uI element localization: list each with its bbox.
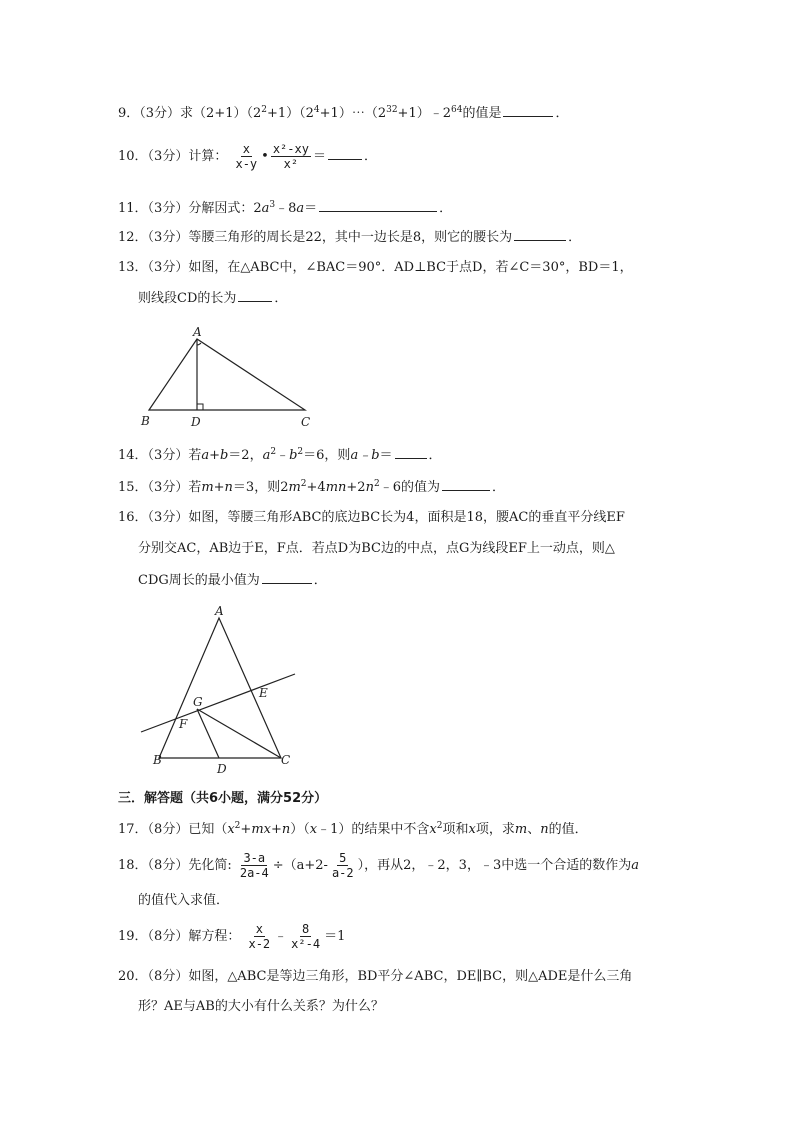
q19-text: 19．（8分）解方程： bbox=[118, 929, 241, 944]
question-19 bbox=[118, 922, 345, 951]
q19-minus: ﹣ bbox=[274, 929, 288, 944]
q16-answer-blank[interactable] bbox=[262, 571, 312, 584]
q10-f1-numerator: x bbox=[242, 142, 250, 156]
q14-answer-blank[interactable] bbox=[395, 446, 427, 459]
q17-var-x3: x bbox=[429, 822, 437, 837]
q12-text: 12．（3分）等腰三角形的周长是22，其中一边长是8，则它的腰长为 bbox=[118, 230, 513, 245]
q15-text-a: 15．（3分）若 bbox=[118, 480, 202, 495]
segment-gd bbox=[197, 709, 219, 758]
q19-f2-numerator: 8 bbox=[302, 922, 310, 936]
q17-text-d: 项，求 bbox=[475, 822, 515, 837]
q17-var-x2: x bbox=[309, 822, 318, 837]
q16-triangle-figure bbox=[135, 602, 305, 777]
label-g: G bbox=[193, 695, 203, 709]
q14-text-a: 14．（3分）若 bbox=[118, 448, 202, 463]
label-b: B bbox=[141, 414, 150, 428]
q11-equals: ＝ bbox=[304, 201, 318, 216]
q18-f1-denominator: 2a-4 bbox=[239, 866, 269, 880]
q17-sep: 、 bbox=[527, 822, 541, 837]
q11-answer-blank[interactable] bbox=[319, 199, 437, 212]
q15-var-4: n bbox=[365, 480, 374, 495]
q14-text-b: ＝2， bbox=[228, 448, 263, 463]
q10-f1-denominator: x-y bbox=[235, 157, 258, 171]
q19-end: ＝1 bbox=[324, 929, 346, 944]
q9-answer-blank[interactable] bbox=[503, 104, 553, 117]
q9-exp-1: 2 bbox=[261, 105, 267, 115]
label-d: D bbox=[191, 415, 201, 429]
q17-paren: ）（ bbox=[290, 822, 310, 837]
q13-line-2 bbox=[138, 289, 287, 308]
label-a: A bbox=[215, 604, 224, 618]
q15-text-d: +2 bbox=[346, 480, 366, 495]
q16-line-2 bbox=[138, 540, 615, 558]
q17-text-a: 17．（8分）已知（ bbox=[118, 822, 228, 837]
q16-end: ． bbox=[313, 573, 327, 588]
q17-var-x4: x bbox=[468, 822, 476, 837]
q10-dot: • bbox=[261, 149, 269, 164]
q15-end: ． bbox=[491, 480, 505, 495]
q11-text: 11．（3分）分解因式：2 bbox=[118, 201, 262, 216]
q13-text-2: 则线段CD的长为 bbox=[138, 291, 237, 306]
q9-end: ． bbox=[555, 106, 569, 121]
q13-end: ． bbox=[274, 291, 288, 306]
q9-text-e: 的值是 bbox=[462, 106, 502, 121]
q17-var-m: m bbox=[514, 822, 528, 837]
q15-text-b: ＝3，则2 bbox=[232, 480, 289, 495]
q17-exp-1: 2 bbox=[234, 821, 241, 831]
q17-var-n: n bbox=[281, 822, 291, 837]
label-b: B bbox=[153, 753, 162, 767]
q18-f1-numerator: 3-a bbox=[243, 851, 266, 865]
q15-answer-blank[interactable] bbox=[442, 478, 490, 491]
q16-line-3 bbox=[138, 571, 327, 590]
triangle-abc bbox=[149, 339, 305, 410]
q18-fraction-2 bbox=[330, 851, 356, 880]
q9-text-c: +1）⋯（2 bbox=[319, 106, 387, 121]
q14-var-2: a bbox=[262, 448, 271, 463]
q18-line-1 bbox=[118, 851, 639, 880]
q18-text-d: 的值代入求值． bbox=[138, 893, 230, 908]
question-10 bbox=[118, 142, 377, 171]
q17-var-x: x bbox=[227, 822, 235, 837]
question-17 bbox=[118, 821, 588, 839]
q9-text-b: +1）（2 bbox=[266, 106, 314, 121]
q15-exp-2: 2 bbox=[373, 479, 380, 489]
q17-text-c: 项和 bbox=[442, 822, 469, 837]
label-e: E bbox=[259, 686, 268, 700]
q15-var-3: mn bbox=[325, 480, 347, 495]
q18-fraction-1 bbox=[238, 851, 271, 880]
q10-f2-numerator: x²-xy bbox=[272, 142, 309, 156]
q10-answer-blank[interactable] bbox=[328, 147, 362, 160]
q19-fraction-1 bbox=[246, 922, 272, 951]
q18-text-b: ÷（a+2- bbox=[272, 858, 328, 873]
q11-mid: ﹣8 bbox=[275, 201, 297, 216]
q16-text-3: CDG周长的最小值为 bbox=[138, 573, 260, 588]
q17-var-mx: mx bbox=[251, 822, 271, 837]
q14-end: ． bbox=[428, 448, 442, 463]
q17-text-e: 的值． bbox=[548, 822, 588, 837]
q18-f2-denominator: a-2 bbox=[331, 866, 354, 880]
question-12 bbox=[118, 228, 581, 247]
q19-f1-denominator: x-2 bbox=[248, 937, 271, 951]
q15-exp-1: 2 bbox=[300, 479, 307, 489]
q10-equals: ＝ bbox=[312, 149, 326, 164]
label-c: C bbox=[301, 415, 311, 429]
q11-var-a: a bbox=[261, 201, 270, 216]
section-3-title: 三．解答题（共6小题，满分52分） bbox=[118, 791, 328, 806]
q20-text-2: 形？AE与AB的大小有什么关系？为什么？ bbox=[138, 999, 384, 1014]
q11-exp: 3 bbox=[269, 200, 276, 210]
label-f: F bbox=[179, 717, 188, 731]
q16-text-2: 分别交AC，AB边于E，F点．若点D为BC边的中点，点G为线段EF上一动点，则△ bbox=[138, 541, 615, 556]
q14-var-3: b bbox=[289, 448, 298, 463]
right-angle-mark-a bbox=[197, 343, 201, 345]
q19-fraction-2 bbox=[289, 922, 322, 951]
q17-var-n2: n bbox=[540, 822, 549, 837]
q11-end: ． bbox=[439, 201, 453, 216]
q15-text-e: ﹣6的值为 bbox=[379, 480, 440, 495]
q17-text-b: ﹣1）的结果中不含 bbox=[317, 822, 430, 837]
q13-text-1: 13．（3分）如图，在△ABC中，∠BAC＝90°．AD⊥BC于点D，若∠C＝30°，BD＝1， bbox=[118, 260, 633, 275]
q15-text-c: +4 bbox=[306, 480, 326, 495]
q14-exp-2: 2 bbox=[297, 447, 304, 457]
q9-exp-4: 64 bbox=[450, 105, 463, 115]
q14-minus: ﹣ bbox=[276, 448, 290, 463]
q16-text-1: 16．（3分）如图，等腰三角形ABC的底边BC长为4，面积是18，腰AC的垂直平分线EF bbox=[118, 510, 625, 525]
q12-answer-blank[interactable] bbox=[514, 228, 566, 241]
q11-var-a2: a bbox=[296, 201, 305, 216]
section-3-heading bbox=[118, 790, 327, 808]
q17-exp-2: 2 bbox=[436, 821, 443, 831]
q9-exp-3: 32 bbox=[386, 105, 398, 115]
q10-fraction-1 bbox=[233, 142, 259, 171]
q13-triangle-figure bbox=[135, 322, 325, 432]
q14-var-1: a+b bbox=[201, 448, 229, 463]
q18-text-a: 18．（8分）先化简: bbox=[118, 858, 232, 873]
q14-equals: ＝ bbox=[379, 448, 393, 463]
q18-var-a: a bbox=[631, 858, 639, 873]
q9-text-d: +1）﹣2 bbox=[397, 106, 451, 121]
q18-text-c: ），再从2，﹣2，3，﹣3中选一个合适的数作为 bbox=[357, 858, 632, 873]
q18-f2-numerator: 5 bbox=[339, 851, 347, 865]
q14-var-4: a﹣b bbox=[350, 448, 380, 463]
q16-line-1 bbox=[118, 509, 625, 527]
label-a: A bbox=[193, 325, 202, 339]
q14-exp-1: 2 bbox=[270, 447, 277, 457]
q9-exp-2: 4 bbox=[313, 105, 320, 115]
question-11 bbox=[118, 199, 452, 218]
q10-end: ． bbox=[363, 149, 377, 164]
q13-answer-blank[interactable] bbox=[238, 289, 272, 302]
q15-var-1: m+n bbox=[201, 480, 233, 495]
q9-text-a: 9．（3分）求（2+1）（2 bbox=[118, 106, 262, 121]
question-14 bbox=[118, 446, 442, 465]
q20-line-2 bbox=[138, 998, 384, 1016]
q12-end: ． bbox=[568, 230, 582, 245]
q20-text-1: 20．（8分）如图，△ABC是等边三角形，BD平分∠ABC，DE∥BC，则△ADE是什么三角 bbox=[118, 969, 633, 984]
q17-plus-2: + bbox=[270, 822, 282, 837]
right-angle-mark-d bbox=[197, 404, 203, 410]
label-c: C bbox=[281, 753, 291, 767]
segment-gc bbox=[197, 709, 281, 758]
q14-text-c: ＝6，则 bbox=[303, 448, 351, 463]
q19-f1-numerator: x bbox=[255, 922, 263, 936]
q15-var-2: m bbox=[288, 480, 301, 495]
q10-f2-denominator: x² bbox=[283, 157, 299, 171]
label-d: D bbox=[217, 762, 227, 776]
question-15 bbox=[118, 478, 505, 497]
q10-fraction-2 bbox=[271, 142, 311, 171]
question-9 bbox=[118, 104, 568, 123]
q19-f2-denominator: x²-4 bbox=[291, 937, 321, 951]
bisector-ef bbox=[141, 674, 295, 732]
q20-line-1 bbox=[118, 968, 632, 986]
q13-line-1 bbox=[118, 259, 633, 277]
q18-line-2 bbox=[138, 892, 229, 910]
q10-text: 10．（3分）计算： bbox=[118, 149, 228, 164]
q17-plus-1: + bbox=[240, 822, 252, 837]
